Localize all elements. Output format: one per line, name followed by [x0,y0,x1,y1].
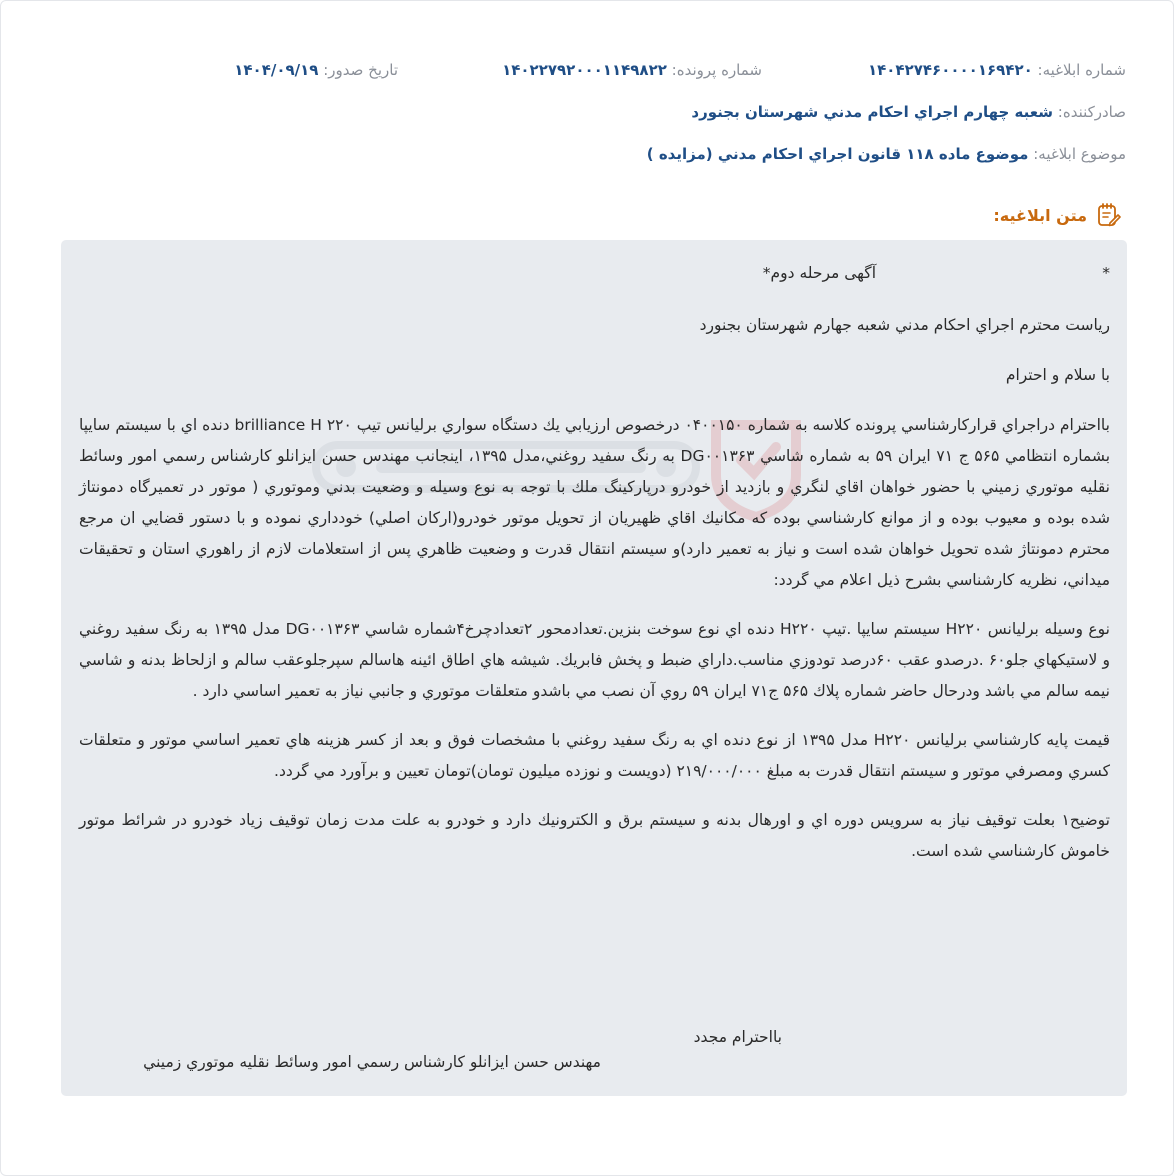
greeting-line: با سلام و احترام [1005,366,1110,384]
section-title [993,202,1121,228]
notice-number-row [868,59,1126,81]
notice-number-label: شماره ابلاغيه: [1037,61,1126,79]
issuer-row [691,101,1126,123]
notice-number-value: ۱۴۰۴۲۷۴۶۰۰۰۰۱۶۹۴۲۰ [867,61,1033,79]
signature-line: مهندس حسن ايزانلو كارشناس رسمي امور وسائط نقليه موتوري زميني [143,1053,601,1071]
file-number-value: ۱۴۰۲۲۷۹۲۰۰۰۱۱۴۹۸۲۲ [502,61,667,79]
issue-date-label: تاريخ صدور: [323,61,398,79]
closing-line: بااحترام مجدد [693,1028,782,1046]
subject-label: موضوع ابلاغيه: [1033,145,1126,163]
paragraph-2: نوع وسيله برليانس H۲۲۰ سيستم سايپا .تيپ H۲۲۰ دنده اي نوع سوخت بنزين.تعدادمحور ۲تعدادچرخ۴شماره شاسي DG۰۰۱۳۶۳ مدل ۱۳۹۵ به رنگ سفيد روغني و لاستيكهاي جلو۶۰ .درصدو عقب ۶۰درصد تودوزي مناسب.داراي ضبط و پخش فابريك. شيشه هاي اطاق ائينه هاسالم سپرجلوعقب سالم و ازلحاظ بدنه و شاسي نيمه سالم مي باشد ودرحال حاضر شماره پلاك ۵۶۵ ج۷۱ ايران ۵۹ روي آن نصب مي باشدو متعلقات موتوري و جانبي نياز به تعمير اساسي دارد . [79,620,1111,700]
notice-heading: آگهی مرحله دوم* [762,264,876,282]
note-edit-icon [1095,202,1121,228]
heading-star: * [1102,264,1110,282]
paragraph-3: قيمت پايه كارشناسي برليانس H۲۲۰ مدل ۱۳۹۵ از نوع دنده اي به رنگ سفيد روغني با مشخصات فوق و بعد از كسر هزينه هاي تعمير اساسي موتور و متعلقات كسري ومصرفي موتور و سيستم انتقال قدرت به مبلغ ۲۱۹/۰۰۰/۰۰۰ (دويست و نوزده ميليون تومان)تومان تعيين و برآورد مي گردد. [79,731,1110,780]
issuer-label: صادرکننده: [1057,103,1126,121]
issue-date-value: ۱۴۰۴/۰۹/۱۹ [234,61,319,79]
addressee-line: رياست محترم اجراي احكام مدني شعبه جهارم شهرستان بجنورد [699,316,1110,334]
file-number-row [502,59,762,81]
subject-row [647,143,1126,165]
body-paragraphs [79,310,1110,885]
issue-date-row [234,59,398,81]
section-title-text: متن ابلاغيه: [993,205,1087,225]
file-number-label: شماره پرونده: [671,61,762,79]
paragraph-1: بااحترام دراجراي قرارکارشناسي پرونده كلاسه به شماره ۰۴۰۰۱۵۰ درخصوص ارزيابي يك دستگاه سواري برليانس تيپ brilliance H ۲۲۰ دنده اي با سيستم سايپا بشماره انتظامي ۵۶۵ ج ۷۱ ايران ۵۹ به شماره شاسي DG۰۰۱۳۶۳ به رنگ سفيد روغني،مدل ۱۳۹۵، اينجانب مهندس حسن ايزانلو كارشناس رسمي امور وسائط نقليه موتوري زميني با حضور خواهان اقاي لنگري و بازديد از خودرو درپاركينگ ملك با توجه به نوع وسيله و وضعيت بدني وموتوري ( موتور در تعميرگاه دمونتاژ شده بوده و معيوب بوده و از موانع كارشناسي بوده كه مكانيك اقاي ظهيريان از تحويل موتور خودرو(اركان اصلي) خودداري نموده و با دستور قضايي ان مرجع محترم دمونتاژ شده تحويل خواهان شده است و نياز به تعمير دارد)و سيستم انتقال قدرت و وضعيت ظاهري پس از استعلامات لازم از راهوري استان و تحقيقات ميداني، نظريه كارشناسي بشرح ذيل اعلام مي گردد: [79,416,1111,589]
issuer-value: شعبه چهارم اجراي احكام مدني شهرستان بجنورد [691,103,1053,121]
subject-value: موضوع ماده ۱۱۸ قانون اجراي احکام مدني (مزايده ) [646,145,1029,163]
paragraph-4: توضيح۱ بعلت توقيف نياز به سرويس دوره اي و اورهال بدنه و سيستم برق و الكترونيك دارد و خودرو به علت مدت زمان توقيف زياد خودرو در شرائط موتور خاموش كارشناسي شده است. [79,811,1110,860]
notice-content-box [61,240,1127,1096]
